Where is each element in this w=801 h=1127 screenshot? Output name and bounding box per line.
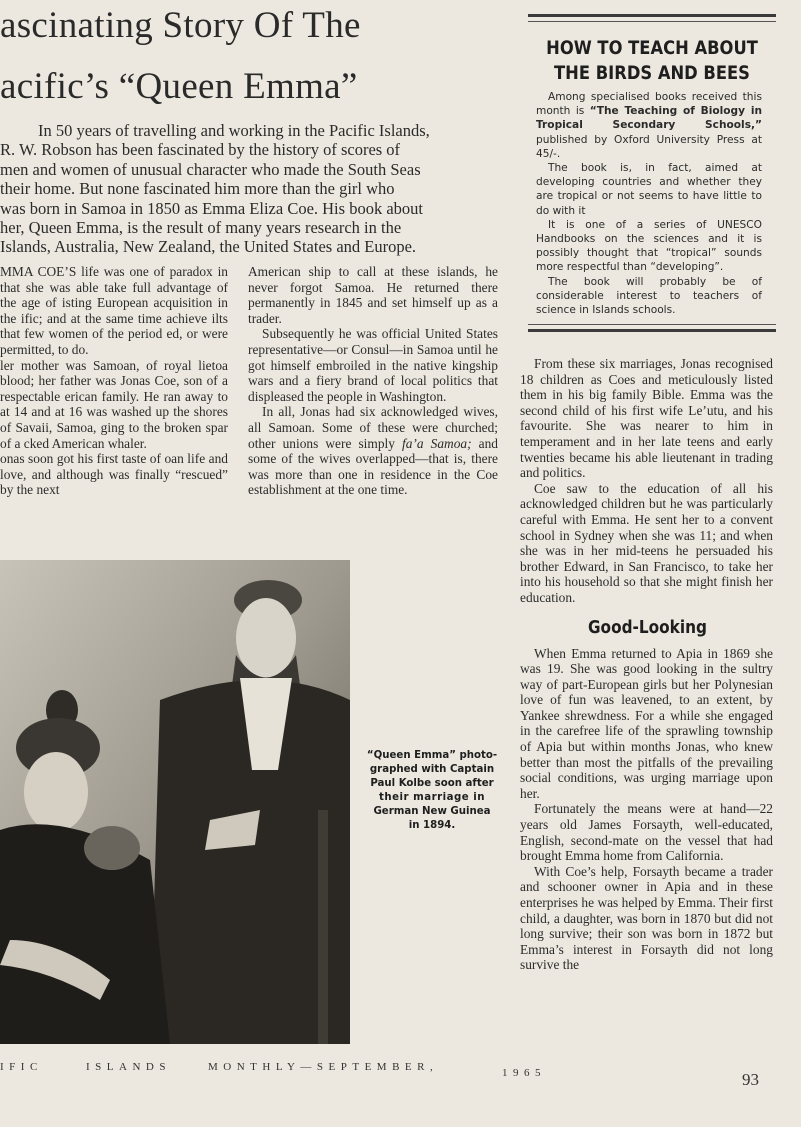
page-number: 93 [742, 1070, 759, 1089]
paragraph-text: In all, Jonas had six acknowledged wives, all Samoan. Some of these were churched; other unions were simply [248, 404, 498, 451]
sidebar-paragraph: The book will probably be of considerable interest to teachers of science in Islands schools. [536, 275, 762, 317]
article-headline-line2: acific’s “Queen Emma” [0, 66, 358, 107]
paragraph-italic-text: fa’a Samoa; [402, 435, 472, 451]
paragraph-text: and some of the wives overlapped—that is, there was more than one in residence in the Coe establishment at the one time. [248, 435, 498, 498]
standfirst-line: was born in Samoa in 1850 as Emma Eliza Coe. His book about [0, 198, 423, 218]
sidebar-body [536, 90, 762, 317]
article-column-middle [248, 264, 498, 498]
standfirst-line: men and women of unusual character who made the South Seas [0, 159, 421, 179]
standfirst-line: R. W. Robson has been fascinated by the history of scores of [0, 140, 401, 160]
footer-publication-part-3: MONTHLY—SEPTEMBER, [208, 1061, 439, 1073]
sidebar-bottom-rule [528, 329, 776, 332]
caption-line: in 1894. [408, 820, 456, 831]
caption-line: their marriage in [379, 792, 485, 803]
article-paragraph: When Emma returned to Apia in 1869 she was 19. She was good looking in the sultry way of part-European girls but her Polynesian love of fun was leavened, to an extent, by Yankee shrewdness. For a while she engaged in the carefree life of the sprawling township of Apia but within months Jonas, who knew better than most the pitfalls of the prevailing social conditions, was urging marriage upon her. [520, 645, 773, 801]
article-paragraph [248, 404, 498, 498]
article-column-left [0, 264, 228, 498]
article-paragraph: MMA COE’S life was one of paradox in that she was able take full advantage of the age of isting European acquisition in the ific; and at the same time achieve ilts that few women of the period ed, or were permitted, to do. [0, 264, 228, 357]
article-column-right [520, 356, 773, 973]
caption-line: German New Guinea [373, 806, 491, 817]
section-subhead: Good-Looking [588, 616, 707, 638]
sidebar-text: Among specialised books received this month is [536, 91, 762, 118]
standfirst-line: In 50 years of travelling and working in the Pacific Islands, [38, 121, 430, 140]
sidebar-box [528, 14, 776, 332]
photo-caption [364, 749, 500, 833]
article-paragraph: From these six marriages, Jonas recognised 18 children as Coes and meticulously listed them in his big family Bible. Emma was the second child of his first wife Le’utu, and his favourite. She was nearer to him in temperament and in her late teens and early twenties became his able lieutenant in trading and politics. [520, 356, 773, 481]
article-paragraph: With Coe’s help, Forsayth became a trader and schooner owner in Apia and in these enterprises he was helped by Emma. Their first child, a daughter, was born in 1870 but did not long survive; their son was born in 1872 but Emma’s interest in Forsayth did not long survive the [520, 863, 773, 973]
standfirst-line-text: her, Queen Emma, is the result of many years research in the [0, 218, 402, 238]
sidebar-paragraph: The book is, in fact, aimed at developing countries and whether they are tropical or not seems to have little to do with it [536, 162, 762, 217]
sidebar-title-line2: THE BIRDS AND BEES [554, 62, 750, 84]
standfirst-line: Islands, Australia, New Zealand, the United States and Europe. [0, 237, 417, 257]
portrait-photo [0, 560, 350, 1044]
article-paragraph: ler mother was Samoan, of royal lietoa blood; her father was Jonas Coe, son of a respectable erican family. He ran away to at 14 and at 16 was washed up the shores of Savaii, Samoa, ging to the broken spar of a cked American whaler. [0, 357, 228, 451]
caption-line: “Queen Emma” photo- [366, 750, 498, 761]
footer-publication-part-1: IFIC [0, 1061, 43, 1073]
article-paragraph: Fortunately the means were at hand—22 years old James Forsayth, well-educated, English, second-mate on the vessel that had brought Emma home from California. [520, 801, 773, 864]
sidebar-paragraph: It is one of a series of UNESCO Handbooks on the sciences and it is possibly thought that “tropical” sounds more respectful than “developing”. [536, 218, 762, 274]
article-paragraph: American ship to call at these islands, he never forgot Samoa. He returned there permanently in 1845 and set himself up as a trader. [248, 264, 498, 326]
caption-line: Paul Kolbe soon after [370, 778, 494, 789]
article-paragraph: Coe saw to the education of all his acknowledged children but he was particularly careful with Emma. He sent her to a convent school in Sydney when she was 11; and when she was in her mid-teens he persuaded his brother Edward, in San Francisco, to take her into his household so that she might finish her education. [520, 480, 773, 605]
article-paragraph: Subsequently he was official United States representative—or Consul—in Samoa until he got himself embroiled in the native kingship wars and a fiery brand of local politics that displeased the people in Washington. [248, 326, 498, 404]
sidebar-title-line1: HOW TO TEACH ABOUT [546, 37, 758, 59]
standfirst-line [0, 218, 482, 237]
sidebar-paragraph [536, 90, 762, 161]
footer-publication-part-2: ISLANDS [86, 1061, 171, 1073]
photo-illustration [0, 560, 350, 1044]
sidebar-top-rule-thin [528, 21, 776, 22]
article-standfirst [0, 121, 482, 257]
sidebar-text: published by Oxford University Press at 45/-. [536, 133, 762, 160]
sidebar-bottom-rule-thin [528, 324, 776, 325]
sidebar-top-rule [528, 14, 776, 17]
article-paragraph: onas soon got his first taste of oan life and love, and although was finally “rescued” by the next [0, 451, 228, 498]
caption-line: graphed with Captain [369, 764, 495, 775]
footer-year: 1965 [502, 1067, 546, 1079]
sidebar-book-title: “The Teaching of Biology in Tropical Secondary Schools,” [536, 105, 762, 132]
standfirst-line: their home. But none fascinated him more than the girl who [0, 179, 395, 199]
article-headline-line1: ascinating Story Of The [0, 5, 361, 46]
